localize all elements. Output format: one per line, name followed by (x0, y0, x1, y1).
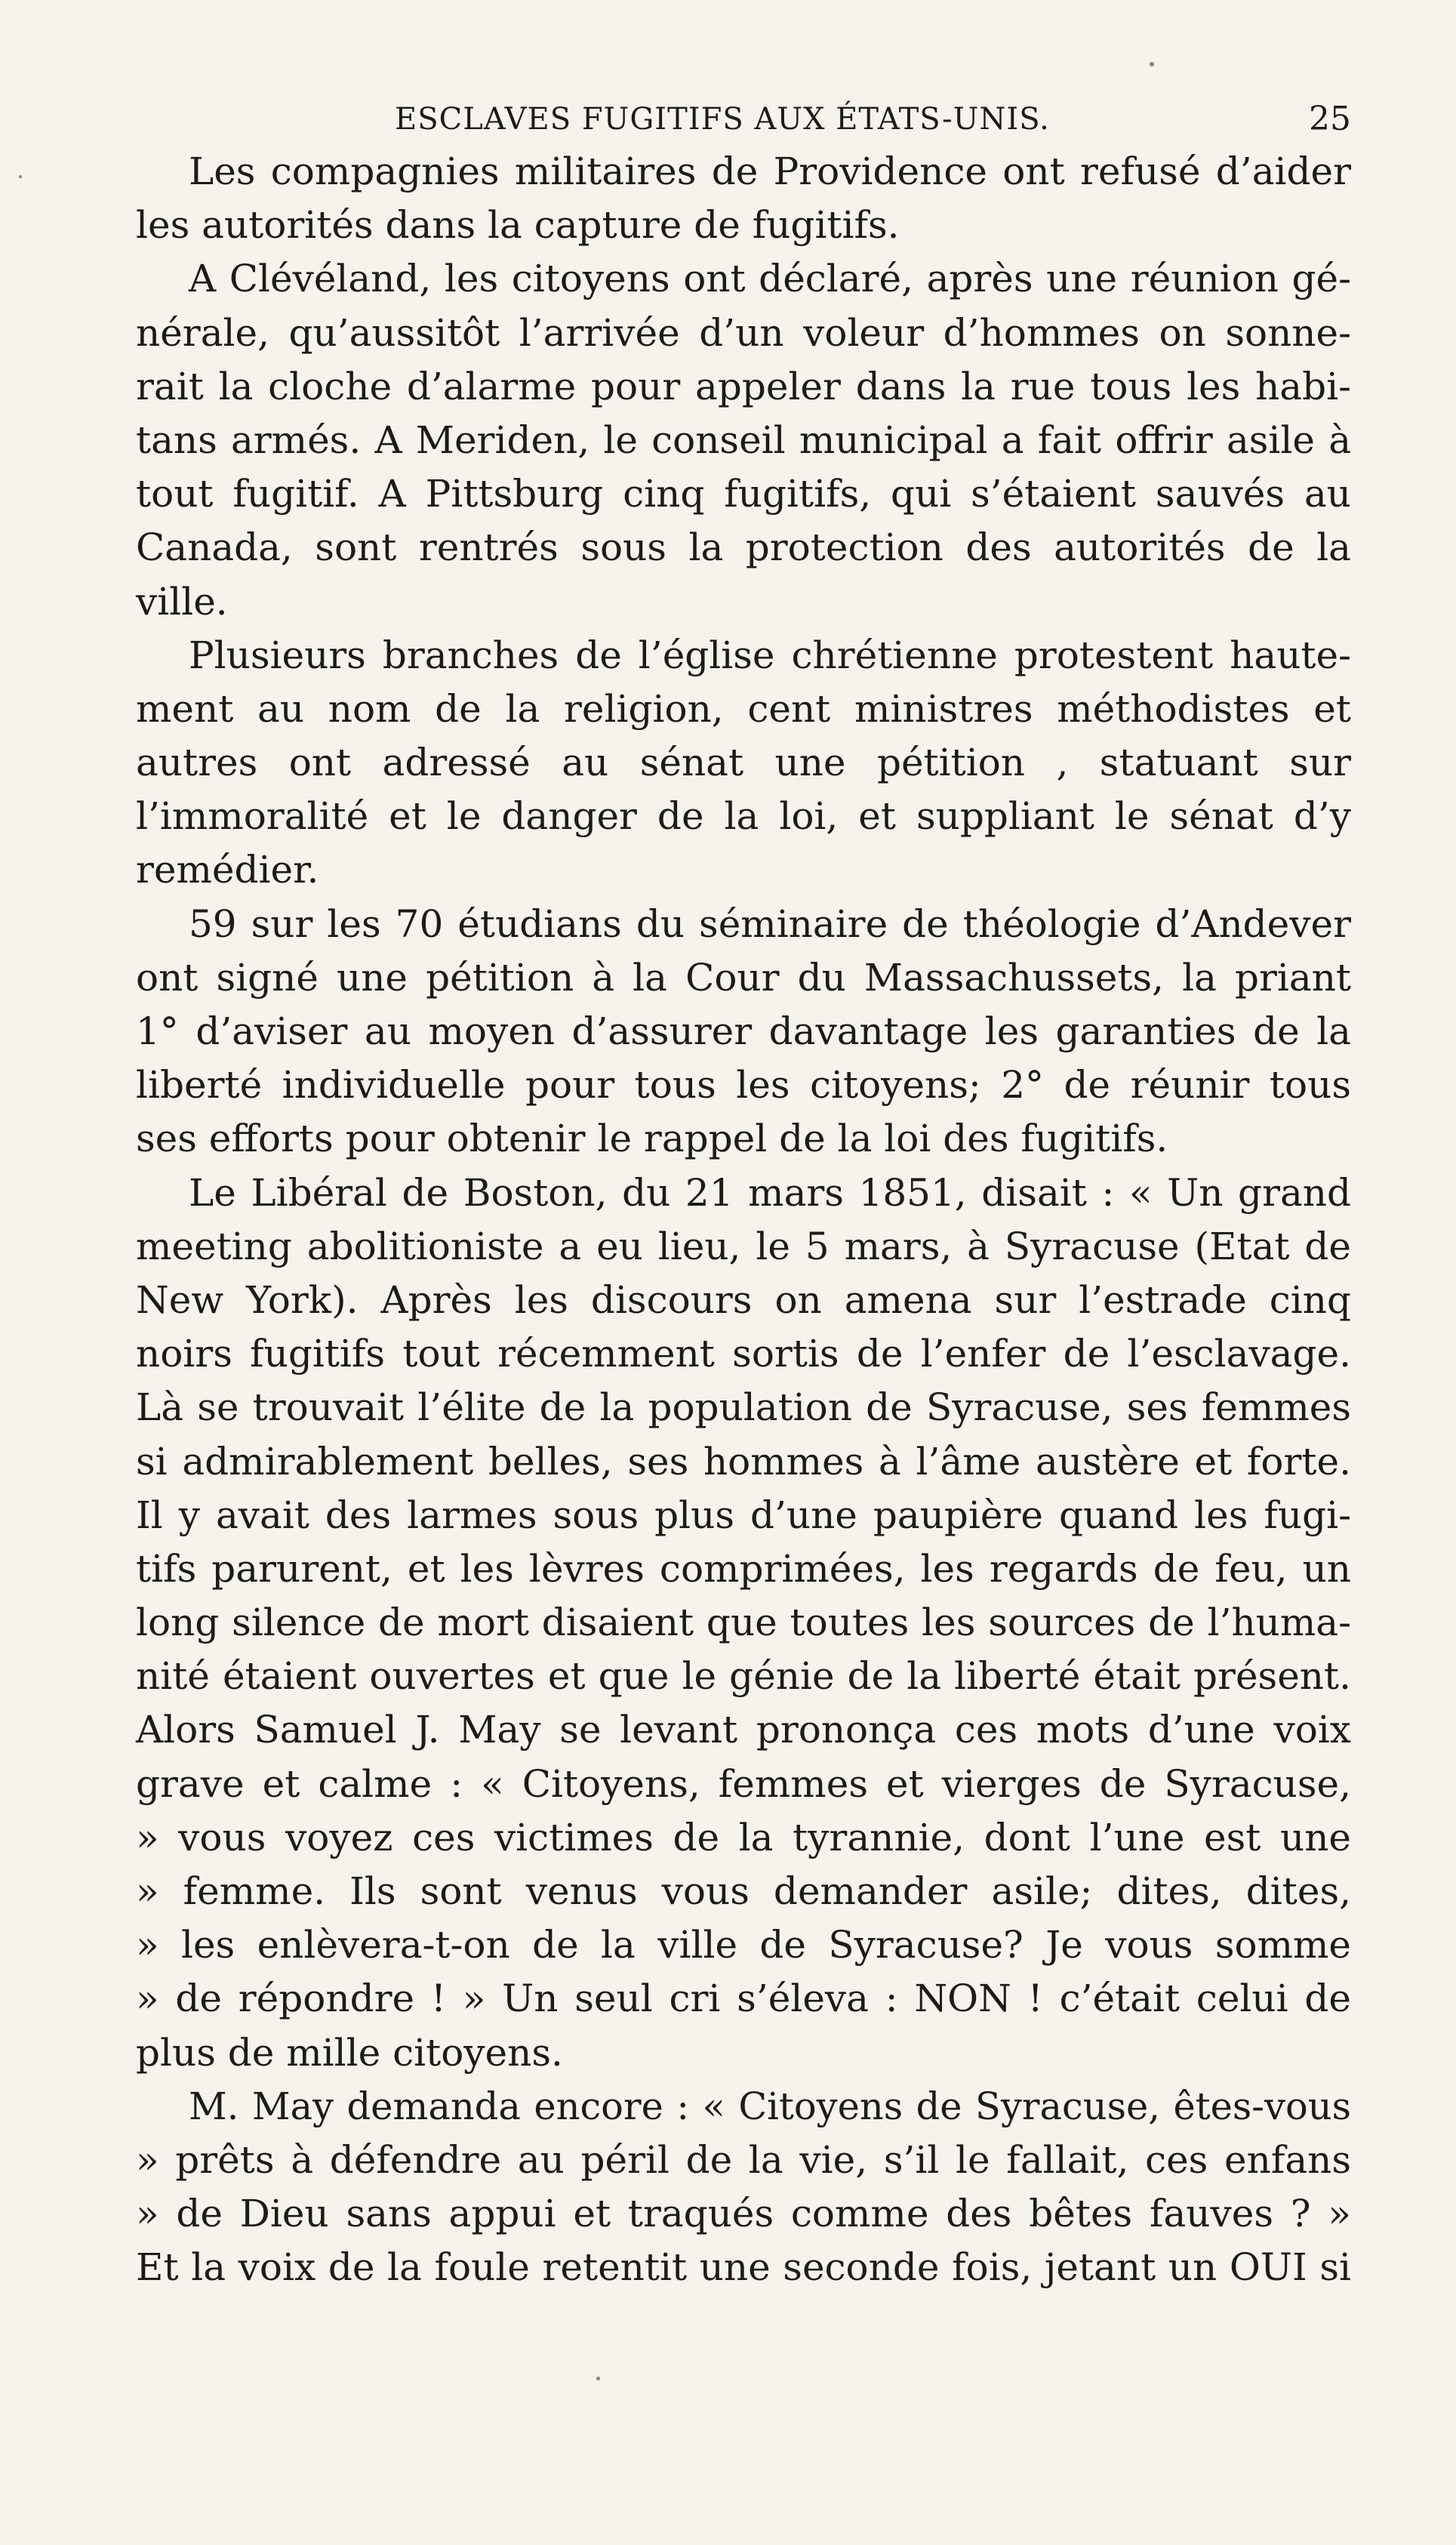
text-line: nité étaient ouvertes et que le génie de la liberté était présent. (136, 1654, 1351, 1699)
ink-speck (1150, 62, 1154, 66)
text-line: nérale, qu’aussitôt l’arrivée d’un voleur d’hommes on sonne- (136, 310, 1351, 355)
text-line: M. May demanda encore : « Citoyens de Syracuse, êtes-vous (189, 2084, 1351, 2128)
text-line: A Clévéland, les citoyens ont déclaré, après une réunion gé- (189, 257, 1351, 301)
text-line: Les compagnies militaires de Providence ont refusé d’aider (189, 149, 1351, 193)
text-line: ont signé une pétition à la Cour du Massachussets, la priant (136, 955, 1351, 1000)
text-line: tout fugitif. A Pittsburg cinq fugitifs, qui s’étaient sauvés au (136, 472, 1351, 516)
running-head (136, 97, 1351, 142)
text-line: meeting abolitioniste a eu lieu, le 5 mars, à Syracuse (Etat de (136, 1224, 1351, 1268)
text-line: » de répondre ! » Un seul cri s’éleva : NON ! c’était celui de (136, 1977, 1351, 2021)
text-line: liberté individuelle pour tous les citoyens; 2° de réunir tous (136, 1063, 1351, 1108)
text-line: remédier. (136, 848, 319, 892)
text-line: Là se trouvait l’élite de la population de Syracuse, ses femmes (136, 1385, 1351, 1430)
text-line: Le Libéral de Boston, du 21 mars 1851, disait : « Un grand (189, 1170, 1351, 1215)
ink-speck (596, 2377, 600, 2380)
text-line: » de Dieu sans appui et traqués comme des bêtes fauves ? » (136, 2192, 1351, 2236)
text-line: » les enlèvera-t-on de la ville de Syracuse? Je vous somme (136, 1923, 1351, 1967)
text-line: si admirablement belles, ses hommes à l’âme austère et forte. (136, 1439, 1351, 1484)
ink-speck (19, 175, 22, 178)
text-line: noirs fugitifs tout récemment sortis de l’enfer de l’esclavage. (136, 1332, 1351, 1376)
text-line: Alors Samuel J. May se levant prononça ces mots d’une voix (136, 1708, 1351, 1752)
text-line: Il y avait des larmes sous plus d’une paupière quand les fugi- (136, 1493, 1351, 1537)
text-line: tifs parurent, et les lèvres comprimées, les regards de feu, un (136, 1546, 1351, 1591)
text-line: Canada, sont rentrés sous la protection des autorités de la (136, 525, 1351, 570)
running-head-title: ESCLAVES FUGITIFS AUX ÉTATS-UNIS. (395, 102, 1050, 137)
text-line: ses efforts pour obtenir le rappel de la loi des fugitifs. (136, 1117, 1168, 1161)
text-line: » femme. Ils sont venus vous demander asile; dites, dites, (136, 1869, 1351, 1913)
text-line: rait la cloche d’alarme pour appeler dans la rue tous les habi- (136, 364, 1351, 408)
text-line: New York). Après les discours on amena sur l’estrade cinq (136, 1277, 1351, 1322)
text-line: » vous voyez ces victimes de la tyrannie, dont l’une est une (136, 1815, 1351, 1859)
body-text (136, 145, 1351, 2295)
text-line: long silence de mort disaient que toutes les sources de l’huma- (136, 1601, 1351, 1645)
text-line: ville. (136, 579, 228, 624)
text-line: » prêts à défendre au péril de la vie, s’il le fallait, ces enfans (136, 2137, 1351, 2182)
text-line: plus de mille citoyens. (136, 2030, 563, 2075)
text-line: Et la voix de la foule retentit une seconde fois, jetant un OUI si (136, 2245, 1351, 2290)
text-line: autres ont adressé au sénat une pétition , statuant sur (136, 741, 1351, 785)
page-number: 25 (1309, 100, 1351, 138)
text-line: 1° d’aviser au moyen d’assurer davantage les garanties de la (136, 1009, 1351, 1053)
text-line: tans armés. A Meriden, le conseil municipal a fait offrir asile à (136, 417, 1351, 462)
text-line: l’immoralité et le danger de la loi, et suppliant le sénat d’y (136, 794, 1351, 839)
text-line: grave et calme : « Citoyens, femmes et vierges de Syracuse, (136, 1761, 1351, 1806)
text-line: les autorités dans la capture de fugitifs. (136, 203, 900, 248)
text-line: ment au nom de la religion, cent ministres méthodistes et (136, 686, 1351, 731)
text-line: 59 sur les 70 étudians du séminaire de théologie d’Andever (189, 901, 1351, 946)
text-line: Plusieurs branches de l’église chrétienne protestent haute- (189, 633, 1351, 677)
